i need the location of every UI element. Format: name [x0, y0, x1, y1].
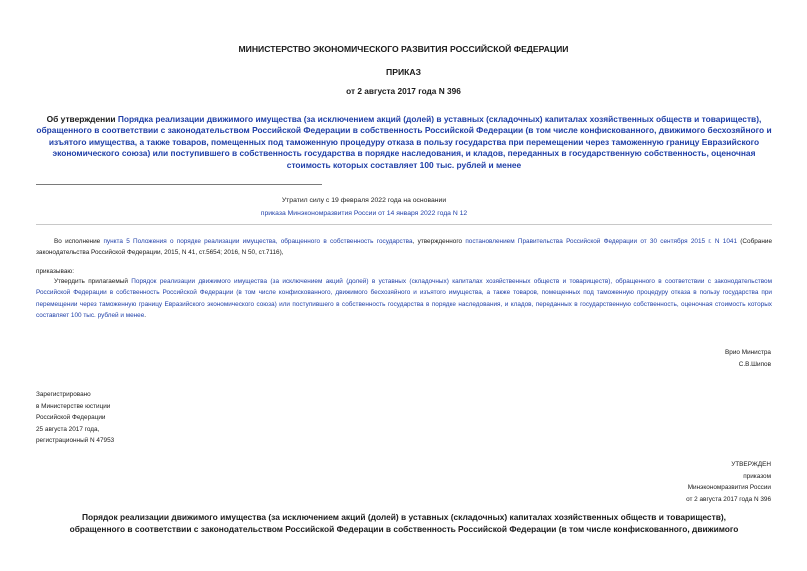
- government-decree-link[interactable]: постановлением Правительства Российской Федерации от 30 сентября 2015 г. N 1041: [465, 238, 738, 245]
- title-divider: [36, 184, 322, 185]
- orders-word: приказываю:: [36, 268, 74, 275]
- preamble-text-3: (Собрание законодательства Российской Федерации, 2015, N 41, ст.5654; 2016, N 50, ст.7116),: [36, 238, 773, 257]
- approval-line: от 2 августа 2017 года N 396: [686, 495, 771, 503]
- registration-line: регистрационный N 47953: [36, 437, 115, 445]
- approval-line: УТВЕРЖДЕН: [731, 461, 771, 468]
- order-text-1: Утвердить прилагаемый: [54, 278, 132, 285]
- registration-block: [36, 389, 256, 447]
- preamble-text-1: Во исполнение: [54, 238, 104, 245]
- document-type: ПРИКАЗ: [386, 67, 421, 77]
- approval-line: приказом: [743, 472, 771, 480]
- procedure-link[interactable]: Порядок реализации движимого имущества (за исключением акций (долей) в уставных (складочных) капиталах хозяйственных обществ и товариществ), обращенного в соответствии с законодательством Российской Федерации в собственность Российской Федерации (в том числе конфискованного, движимого бесхозяйного и изъятого имущества, а также товаров, помещенных под таможенную процедуру отказа в пользу государства при перемещении через таможенную границу Евразийского экономического союза) или поступившего в собственность государства в порядке наследования, и кладов, переданных в государственную собственность, оценочная стоимость которых составляет 100 тыс. рублей и менее: [36, 278, 772, 320]
- approval-block: [560, 459, 771, 505]
- procedure-title: [36, 511, 772, 535]
- preamble-text-2: , утвержденного: [412, 238, 466, 245]
- title-prefix: Об утверждении: [46, 114, 118, 124]
- registration-line: Российской Федерации: [36, 414, 106, 422]
- procedure-title-line: обращенного в соответствии с законодательством Российской Федерации в собственность Российской Федерации (в том числе конфискованного, движимого: [69, 524, 739, 535]
- preamble-paragraph: [36, 236, 772, 259]
- order-text-2: .: [144, 312, 147, 320]
- signature-block: [560, 347, 771, 370]
- signature-name: С.В.Шипов: [738, 360, 771, 368]
- document-date-number: от 2 августа 2017 года N 396: [346, 86, 461, 96]
- status-divider: [36, 224, 772, 225]
- registration-line: 25 августа 2017 года,: [36, 425, 100, 433]
- title-link[interactable]: Порядка реализации движимого имущества (за исключением акций (долей) в уставных (складочных) капиталах хозяйственных обществ и товариществ), обращенного в соответствии с законодательством Российской Федерации в собственность Российской Федерации (в том числе конфискованного, движимого бесхозяйного и изъятого имущества, а также товаров, помещенных под таможенную процедуру отказа в пользу государства при перемещении через таможенную границу Евразийского экономического союза) или поступившего в собственность государства в порядке наследования, и кладов, переданных в государственную собственность, оценочная стоимость которых составляет 100 тыс. рублей и менее: [36, 114, 772, 170]
- status-note-text: Утратил силу с 19 февраля 2022 года на основании: [281, 197, 447, 204]
- order-paragraph: [36, 276, 772, 322]
- approval-line: Минэкономразвития России: [687, 484, 771, 492]
- registration-line: Зарегистрировано: [36, 391, 91, 398]
- status-note-link[interactable]: приказа Минэкономразвития России от 14 января 2022 года N 12: [260, 210, 468, 217]
- document-title: [36, 114, 772, 171]
- procedure-title-line: Порядок реализации движимого имущества (за исключением акций (долей) в уставных (складочных) капиталах хозяйственных обществ и товариществ),: [82, 512, 726, 522]
- registration-line: в Министерстве юстиции: [36, 402, 111, 410]
- signature-position: Врио Министра: [725, 349, 771, 356]
- status-note: [196, 194, 532, 220]
- ministry-heading: МИНИСТЕРСТВО ЭКОНОМИЧЕСКОГО РАЗВИТИЯ РОССИЙСКОЙ ФЕДЕРАЦИИ: [238, 44, 569, 54]
- regulation-link[interactable]: пункта 5 Положения о порядке реализации имущества, обращенного в собственность государства: [103, 238, 413, 245]
